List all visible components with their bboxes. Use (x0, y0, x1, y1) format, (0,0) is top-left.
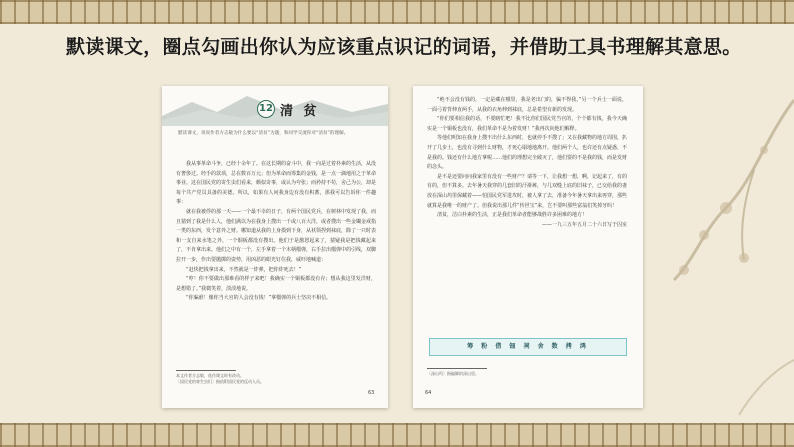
lesson-body-left (176, 160, 376, 364)
footnote: 〔深山坞〕指偏僻的深山里。 (427, 371, 479, 376)
paragraph: “赶快把钱拿出来，不然就是一炸弹，把你炸死去！” (186, 266, 302, 273)
paragraph: “你们要相信我的话，不要瞎忙吧！我不比你们国民党当官的，个个都有钱，我今天确实是一个铜板也没有，我们革命不是为着发财！”我再次向他们解释。 (427, 116, 627, 132)
plum-branch-decoration (644, 60, 794, 420)
date-line: ——一九三五年五月二十六日写于囚室 (541, 221, 627, 228)
instruction-heading: 默读课文，圈点勾画出你认为应该重点识记的词语，并借助工具书理解其意思。 (66, 36, 742, 58)
mountain-illustration (162, 86, 388, 126)
lesson-body-right (427, 96, 627, 320)
paragraph: “绝不会没有钱的，一定是藏在哪里，我是老出门的，骗不得我。”另一个兵士一面说，一面弓着背伸直两手，从我的衣角伸到袜底，总是希望有新的发现。 (427, 97, 627, 113)
footnote: 本文作者方志敏，选作课文时有改动。 (176, 373, 244, 378)
paragraph: 是不是还要问问我家里有没有一些财产？请等一下，让我想一想，啊，记起来了，有的有的，但不算多。去年暑天我穿的几套旧的汗褂裤，与几双缝上底的旧袜子，已交给我的妻放在深山坞里保藏着——怕国民党军进攻时，被人拿了去，准备今年暑天拿出来再穿，那些就算是我唯一的财产了。但我说出那几件“传世宝”来，岂不要叫那些富翁们笑掉牙吗！ (427, 173, 627, 209)
textbook-page-left (162, 86, 388, 408)
footnotes-left (176, 373, 376, 385)
textbook-page-right (413, 86, 643, 408)
decorative-border-bottom (0, 423, 794, 447)
footnote: 〔国民党的寄生虫们〕指依附国民党的反动人员。 (176, 379, 264, 384)
paragraph: 等他们明知在我身上搜不出什么东西时，也就停手不搜了；又在我藏物的地方周围，扒开了几步土，也没有寻到什么财物，才死心塌地地离开。他们两个人，也许还有点疑惑，不是我的。钱还有什么地方拿呢……他们的理想完全破灭了，他们要的不是我的钱，而是发财的念头。 (427, 135, 627, 171)
footnote-rule (176, 370, 236, 371)
paragraph: “哼！你不要做出那难看的样子来吧！我确实一个铜板都没有存；想从我这里发洋财，是想错了。”我微笑着，淡淡地说。 (176, 276, 376, 292)
paragraph: 就在我被俘的那一天——一个最不幸的日子，有两个国民党兵，在树林中发现了我，而且猜到了我是什么人，他们满以为在我身上搜出一千或八百大洋，或者搜出一些金镯金戒指一类的东西，发个意外之财。哪知道从我的上身摸到下身，从袄领捏到袜底，除了一只时表和一支自来水笔之外，一个铜板都没有搜出。他们于是激怒起来了，猜疑我是把钱藏起来了，不肯拿出来。他们之中有一个，左手拿着一个木柄榴弹，右手拉出榴弹中的引线，双脚拉开一步，作出要抛掷的姿势，用凶恶的眼光钉住我，威吓地喊道： (176, 208, 376, 263)
paragraph: 我从事革命斗争，已经十余年了。在这长期的奋斗中，我一向是过着朴素的生活，从没有奢侈过。经手的款项，总在数百万元；但为革命而筹集的金钱，是一点一滴地用之于革命事业。这在国民党的寄生虫们看来，颇似奇事，或认为夸张；而矜持不苟，舍己为公，却是每个共产党员具备的美德。所以，如果有人问我身边有没有积蓄，那我可以告诉你一件趣事： (176, 161, 376, 206)
page-number-right: 64 (425, 390, 432, 396)
decorative-border-top (0, 0, 794, 24)
page-number-left: 63 (368, 390, 375, 396)
footnote-rule (427, 368, 487, 369)
lesson-title: 清 贫 (280, 104, 320, 119)
vocabulary-banner: 筹 粉 借 钿 祠 舍 数 拷 鸿 (429, 338, 627, 356)
paragraph: “你骗谁！像你当大官的人会没有钱！”拿榴弹的兵士坚决不相信。 (186, 295, 332, 302)
paragraph: 清贫，洁白朴素的生活，正是我们革命者能够战胜许多困难的地方！ (437, 212, 588, 219)
footnotes-right (427, 371, 627, 377)
lesson-intro: 默读课文，说说作者方志敏为什么要以“清贫”为题，和同学交流你对“清贫”的理解。 (178, 131, 349, 136)
lesson-number-badge: 12 (257, 100, 275, 118)
